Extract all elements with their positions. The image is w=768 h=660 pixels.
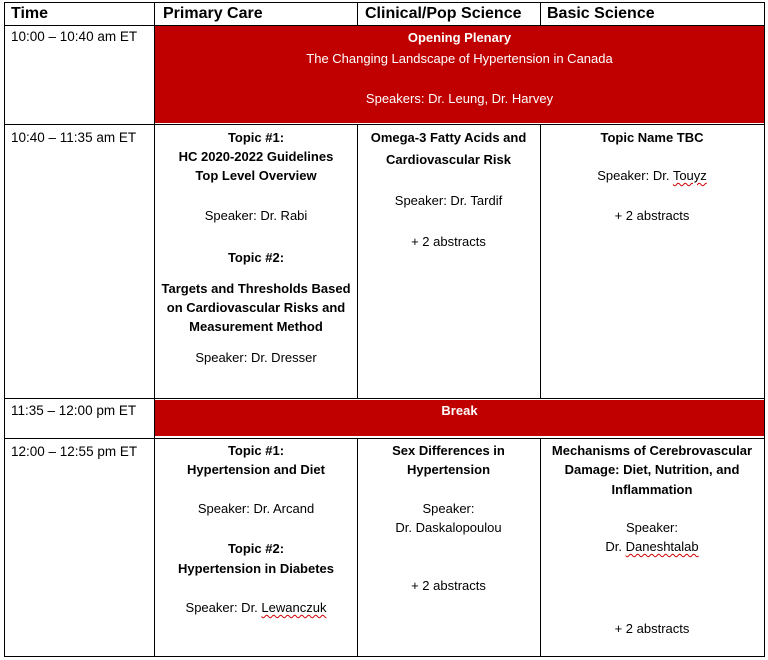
column-divider bbox=[357, 439, 358, 657]
session-title-line: Sex Differences in bbox=[392, 443, 505, 458]
session-title-line: Omega-3 Fatty Acids and bbox=[370, 130, 527, 145]
abstracts-count: + 2 abstracts bbox=[411, 578, 486, 593]
speaker: Speaker: Dr. Rabi bbox=[204, 208, 308, 223]
row-divider bbox=[4, 124, 765, 125]
session-clinical-1 bbox=[357, 126, 540, 398]
plenary-title: Opening Plenary bbox=[407, 30, 512, 45]
table-border-right bbox=[764, 2, 765, 657]
session-basic-2 bbox=[540, 440, 764, 656]
session-clinical-2 bbox=[357, 440, 540, 656]
speaker: Speaker: Dr. Dresser bbox=[195, 350, 317, 365]
header-clinical-pop-science: Clinical/Pop Science bbox=[365, 5, 522, 22]
header-primary-care: Primary Care bbox=[163, 5, 263, 22]
topic-1-title-line: HC 2020-2022 Guidelines bbox=[178, 149, 334, 164]
session-primary-care-1 bbox=[155, 126, 357, 398]
session-title-line: Hypertension bbox=[406, 462, 491, 477]
table-border-bottom bbox=[4, 656, 765, 657]
time-slot-2: 10:40 – 11:35 am ET bbox=[11, 130, 137, 145]
session-title-line: Damage: Diet, Nutrition, and bbox=[564, 462, 740, 477]
time-slot-4: 12:00 – 12:55 pm ET bbox=[11, 444, 138, 459]
plenary-subtitle: The Changing Landscape of Hypertension in Canada bbox=[306, 51, 613, 66]
session-title-line: Cardiovascular Risk bbox=[385, 152, 511, 167]
speaker-name: Touyz bbox=[672, 168, 707, 183]
speaker-label: Speaker: bbox=[422, 501, 475, 516]
topic-2-label: Topic #2: bbox=[227, 250, 285, 265]
session-title-line: Inflammation bbox=[611, 482, 693, 497]
abstracts-count: + 2 abstracts bbox=[614, 621, 690, 636]
time-slot-1: 10:00 – 10:40 am ET bbox=[11, 29, 138, 44]
speaker: Speaker: Dr. Tardif bbox=[394, 193, 503, 208]
column-divider bbox=[540, 2, 541, 25]
speaker: Speaker: Dr. Arcand bbox=[197, 501, 315, 516]
topic-2-title-line: on Cardiovascular Risks and bbox=[166, 300, 346, 315]
topic-2-title-line: Hypertension in Diabetes bbox=[177, 561, 335, 576]
topic-2-title-line: Measurement Method bbox=[189, 319, 323, 334]
speaker-label: Speaker: bbox=[625, 520, 679, 535]
column-divider bbox=[540, 439, 541, 657]
speaker bbox=[155, 600, 357, 615]
abstracts-count: + 2 abstracts bbox=[614, 208, 690, 223]
column-divider bbox=[154, 2, 155, 657]
speaker-prefix: Dr. bbox=[605, 539, 626, 554]
session-title: Topic Name TBC bbox=[600, 130, 704, 145]
topic-1-title-line: Hypertension and Diet bbox=[187, 462, 325, 477]
topic-1-label: Topic #1: bbox=[227, 443, 285, 458]
opening-plenary-block bbox=[155, 26, 764, 123]
row-divider bbox=[4, 438, 765, 439]
header-divider bbox=[4, 25, 765, 26]
speaker-prefix: Speaker: Dr. bbox=[185, 600, 262, 615]
table-border-top bbox=[4, 2, 765, 3]
session-title-line: Mechanisms of Cerebrovascular bbox=[551, 443, 753, 458]
header-basic-science: Basic Science bbox=[547, 5, 655, 22]
header-time: Time bbox=[11, 5, 49, 22]
speaker bbox=[540, 539, 764, 554]
break-label: Break bbox=[441, 403, 478, 418]
speaker-prefix: Speaker: Dr. bbox=[597, 168, 673, 183]
session-basic-1 bbox=[540, 126, 764, 398]
topic-1-label: Topic #1: bbox=[227, 130, 285, 145]
table-border-left bbox=[4, 2, 5, 657]
speaker-name: Daneshtalab bbox=[625, 539, 699, 554]
topic-2-label: Topic #2: bbox=[227, 541, 285, 556]
speaker bbox=[540, 168, 764, 183]
break-block bbox=[155, 400, 764, 436]
topic-1-title-line: Top Level Overview bbox=[195, 168, 317, 183]
session-primary-care-2 bbox=[155, 440, 357, 656]
topic-2-title-line: Targets and Thresholds Based bbox=[161, 281, 351, 296]
speaker-name: Dr. Daskalopoulou bbox=[395, 520, 502, 535]
row-divider bbox=[4, 398, 765, 399]
column-divider bbox=[540, 125, 541, 398]
abstracts-count: + 2 abstracts bbox=[411, 234, 486, 249]
plenary-speakers: Speakers: Dr. Leung, Dr. Harvey bbox=[365, 91, 554, 106]
speaker-name: Lewanczuk bbox=[261, 600, 327, 615]
time-slot-3: 11:35 – 12:00 pm ET bbox=[11, 403, 137, 418]
column-divider bbox=[357, 2, 358, 25]
column-divider bbox=[357, 125, 358, 398]
